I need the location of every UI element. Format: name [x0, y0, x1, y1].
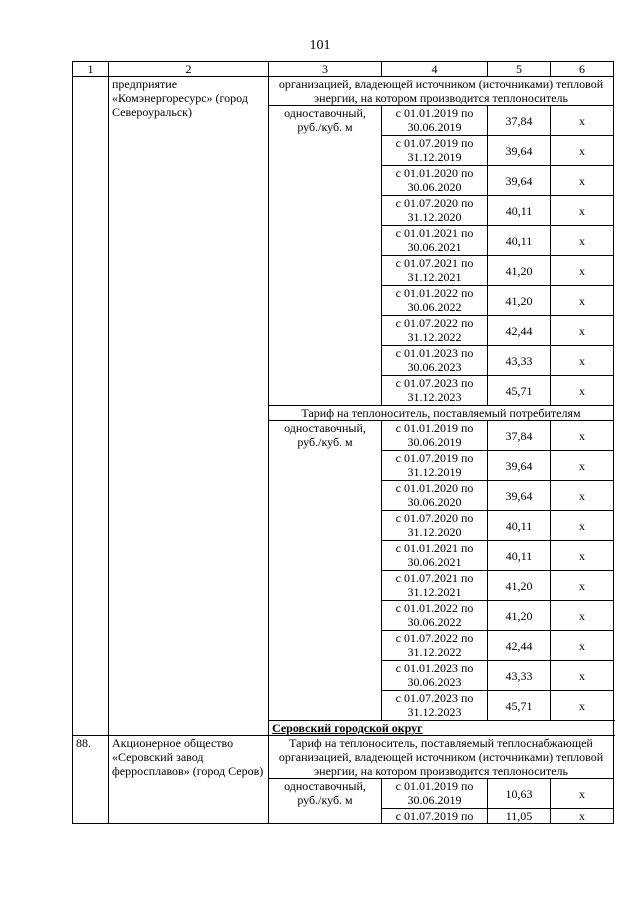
x-mark: x: [551, 136, 614, 166]
period-cell: с 01.01.2020 по 30.06.2020: [382, 166, 488, 196]
tariff-value: 40,11: [488, 226, 551, 256]
period-cell: с 01.07.2019 по: [382, 809, 488, 824]
period-cell: с 01.07.2019 по 31.12.2019: [382, 451, 488, 481]
tariff-value: 39,64: [488, 451, 551, 481]
period-cell: с 01.07.2021 по 31.12.2021: [382, 571, 488, 601]
period-cell: с 01.07.2020 по 31.12.2020: [382, 196, 488, 226]
tariff-value: 41,20: [488, 256, 551, 286]
period-cell: с 01.01.2019 по 30.06.2019: [382, 779, 488, 809]
tariff-type: одноставочный, руб./куб. м: [269, 106, 382, 406]
column-header: 4: [382, 62, 488, 77]
x-mark: x: [551, 196, 614, 226]
x-mark: x: [551, 779, 614, 809]
period-cell: с 01.01.2022 по 30.06.2022: [382, 286, 488, 316]
x-mark: x: [551, 106, 614, 136]
period-cell: с 01.07.2023 по 31.12.2023: [382, 691, 488, 721]
tariff-value: 40,11: [488, 541, 551, 571]
period-cell: с 01.01.2022 по 30.06.2022: [382, 601, 488, 631]
period-cell: с 01.07.2022 по 31.12.2022: [382, 631, 488, 661]
x-mark: x: [551, 809, 614, 824]
x-mark: x: [551, 571, 614, 601]
period-cell: с 01.07.2023 по 31.12.2023: [382, 376, 488, 406]
tariff-value: 45,71: [488, 376, 551, 406]
tariff-value: 10,63: [488, 779, 551, 809]
x-mark: x: [551, 346, 614, 376]
column-number-row: [73, 62, 614, 77]
tariff-value: 43,33: [488, 346, 551, 376]
tariff-value: 37,84: [488, 421, 551, 451]
tariff-type: одноставочный, руб./куб. м: [269, 421, 382, 721]
x-mark: x: [551, 166, 614, 196]
tariff-title: Тариф на теплоноситель, поставляемый теплоснабжающей организацией, владеющей источником (источниками) тепловой энергии, на котором производится теплоноситель: [269, 736, 614, 779]
tariff-value: 39,64: [488, 136, 551, 166]
x-mark: x: [551, 316, 614, 346]
tariff-value: 42,44: [488, 316, 551, 346]
organization-name: предприятие «Комэнергоресурс» (город Североуральск): [109, 77, 269, 736]
entry-number: 88.: [73, 736, 109, 824]
tariff-title-row: [73, 736, 614, 779]
tariff-value: 11,05: [488, 809, 551, 824]
x-mark: x: [551, 631, 614, 661]
page-number: 101: [309, 38, 331, 53]
column-header: 2: [109, 62, 269, 77]
x-mark: x: [551, 691, 614, 721]
period-cell: с 01.01.2021 по 30.06.2021: [382, 541, 488, 571]
column-header: 6: [551, 62, 614, 77]
period-cell: с 01.07.2020 по 31.12.2020: [382, 511, 488, 541]
x-mark: x: [551, 256, 614, 286]
x-mark: x: [551, 226, 614, 256]
period-cell: с 01.01.2023 по 30.06.2023: [382, 661, 488, 691]
tariff-value: 43,33: [488, 661, 551, 691]
tariff-value: 41,20: [488, 601, 551, 631]
tariff-value: 45,71: [488, 691, 551, 721]
column-header: 1: [73, 62, 109, 77]
organization-name: Акционерное общество «Серовский завод ферросплавов» (город Серов): [109, 736, 269, 824]
period-cell: с 01.01.2019 по 30.06.2019: [382, 421, 488, 451]
x-mark: x: [551, 286, 614, 316]
tariff-value: 39,64: [488, 481, 551, 511]
tariff-value: 40,11: [488, 196, 551, 226]
period-cell: с 01.01.2021 по 30.06.2021: [382, 226, 488, 256]
x-mark: x: [551, 481, 614, 511]
tariff-value: 39,64: [488, 166, 551, 196]
period-cell: с 01.07.2022 по 31.12.2022: [382, 316, 488, 346]
column-header: 5: [488, 62, 551, 77]
x-mark: x: [551, 511, 614, 541]
x-mark: x: [551, 661, 614, 691]
tariff-value: 41,20: [488, 571, 551, 601]
period-cell: с 01.01.2020 по 30.06.2020: [382, 481, 488, 511]
tariff-value: 42,44: [488, 631, 551, 661]
tariff-table: [72, 61, 614, 824]
tariff-title: организацией, владеющей источником (источниками) тепловой энергии, на котором производится теплоноситель: [269, 77, 614, 106]
period-cell: с 01.07.2021 по 31.12.2021: [382, 256, 488, 286]
x-mark: x: [551, 421, 614, 451]
period-cell: с 01.01.2019 по 30.06.2019: [382, 106, 488, 136]
column-header: 3: [269, 62, 382, 77]
tariff-type: одноставочный, руб./куб. м: [269, 779, 382, 824]
entry-number-cell: [73, 77, 109, 736]
x-mark: x: [551, 601, 614, 631]
period-cell: с 01.07.2019 по 31.12.2019: [382, 136, 488, 166]
period-cell: с 01.01.2023 по 30.06.2023: [382, 346, 488, 376]
x-mark: x: [551, 541, 614, 571]
tariff-title-row: [73, 77, 614, 106]
tariff-value: 40,11: [488, 511, 551, 541]
tariff-value: 41,20: [488, 286, 551, 316]
x-mark: x: [551, 451, 614, 481]
section-title: Серовский городской округ: [269, 721, 614, 736]
tariff-value: 37,84: [488, 106, 551, 136]
tariff-title: Тариф на теплоноситель, поставляемый потребителям: [269, 406, 614, 421]
x-mark: x: [551, 376, 614, 406]
